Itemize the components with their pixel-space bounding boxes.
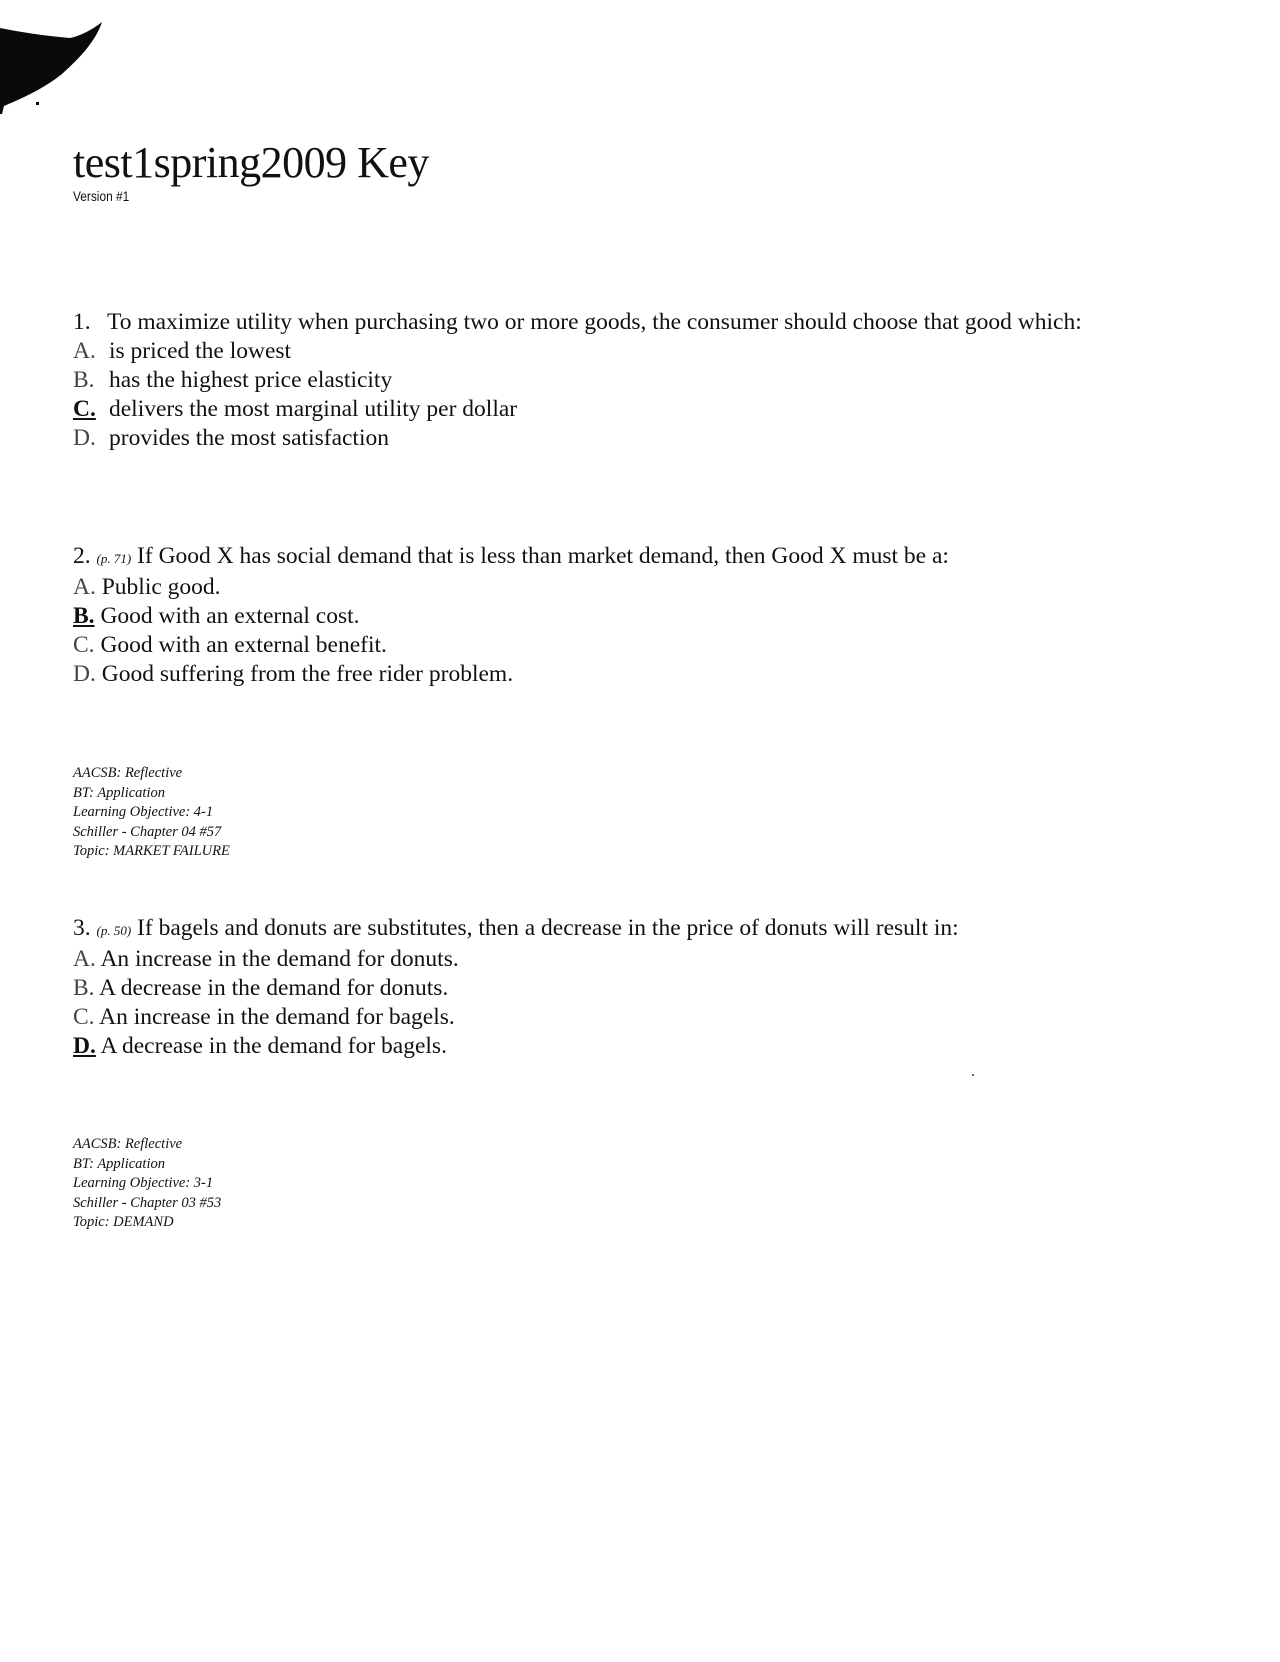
question-text: If Good X has social demand that is less than market demand, then Good X must be a: <box>137 543 949 569</box>
meta-aacsb: AACSB: Reflective <box>73 765 183 781</box>
option-letter: C. <box>73 1004 95 1030</box>
option-c <box>73 631 1253 660</box>
question-stem <box>73 914 1253 945</box>
option-b <box>73 366 1253 395</box>
meta-chapter: Schiller - Chapter 03 #53 <box>73 1194 222 1211</box>
option-text: provides the most satisfaction <box>109 425 389 451</box>
question-2-metadata <box>73 764 230 862</box>
scan-corner-mark <box>0 22 104 114</box>
option-d-correct <box>73 1032 1253 1061</box>
question-stem <box>73 542 1253 573</box>
question-stem <box>73 308 1253 337</box>
question-text: To maximize utility when purchasing two or more goods, the consumer should choose that good which: <box>107 309 1082 335</box>
document-version: Version #1 <box>73 188 130 204</box>
meta-learning-objective: Learning Objective: 4-1 <box>73 804 214 820</box>
option-letter: A. <box>73 946 96 972</box>
scan-speck <box>972 1074 974 1076</box>
question-3-metadata <box>73 1135 221 1233</box>
question-3 <box>73 914 1253 1061</box>
option-c <box>73 1003 1253 1032</box>
option-text: An increase in the demand for bagels. <box>99 1004 455 1030</box>
document-title: test1spring2009 Key <box>73 138 429 187</box>
option-text: Good with an external benefit. <box>100 632 387 658</box>
option-text: Good suffering from the free rider problem. <box>101 661 514 687</box>
option-d <box>73 424 1253 453</box>
question-number: 3. <box>73 915 91 941</box>
option-letter: B. <box>73 367 95 393</box>
option-d <box>73 660 1253 689</box>
option-a <box>73 945 1253 974</box>
question-text: If bagels and donuts are substitutes, then a decrease in the price of donuts will result in: <box>137 915 959 941</box>
option-text: A decrease in the demand for bagels. <box>100 1033 447 1059</box>
page-reference: (p. 50) <box>96 923 132 938</box>
question-number: 1. <box>73 309 91 335</box>
correct-answer-letter: B. <box>73 603 95 629</box>
option-a <box>73 573 1253 602</box>
option-b-correct <box>73 602 1253 631</box>
meta-bt: BT: Application <box>73 1155 165 1172</box>
question-1 <box>73 308 1253 453</box>
meta-chapter: Schiller - Chapter 04 #57 <box>73 823 222 840</box>
option-a <box>73 337 1253 366</box>
option-letter: D. <box>73 661 96 687</box>
meta-topic: Topic: DEMAND <box>73 1214 174 1230</box>
option-letter: C. <box>73 632 95 658</box>
correct-answer-letter: D. <box>73 1033 96 1059</box>
meta-bt: BT: Application <box>73 784 165 801</box>
option-text: Good with an external cost. <box>100 603 360 629</box>
document-header <box>73 138 429 204</box>
meta-learning-objective: Learning Objective: 3-1 <box>73 1175 214 1191</box>
option-letter: B. <box>73 975 95 1001</box>
option-text: A decrease in the demand for donuts. <box>99 975 449 1001</box>
option-letter: A. <box>73 574 96 600</box>
option-text: has the highest price elasticity <box>109 367 393 393</box>
option-c-correct <box>73 395 1253 424</box>
option-text: An increase in the demand for donuts. <box>100 946 459 972</box>
option-letter: A. <box>73 338 96 364</box>
option-text: is priced the lowest <box>109 338 292 364</box>
page-reference: (p. 71) <box>96 551 132 566</box>
question-2 <box>73 542 1253 689</box>
question-number: 2. <box>73 543 91 569</box>
correct-answer-letter: C. <box>73 396 96 422</box>
option-letter: D. <box>73 425 96 451</box>
option-b <box>73 974 1253 1003</box>
meta-aacsb: AACSB: Reflective <box>73 1136 183 1152</box>
option-text: delivers the most marginal utility per dollar <box>109 396 518 422</box>
option-text: Public good. <box>101 574 221 600</box>
meta-topic: Topic: MARKET FAILURE <box>73 843 230 859</box>
